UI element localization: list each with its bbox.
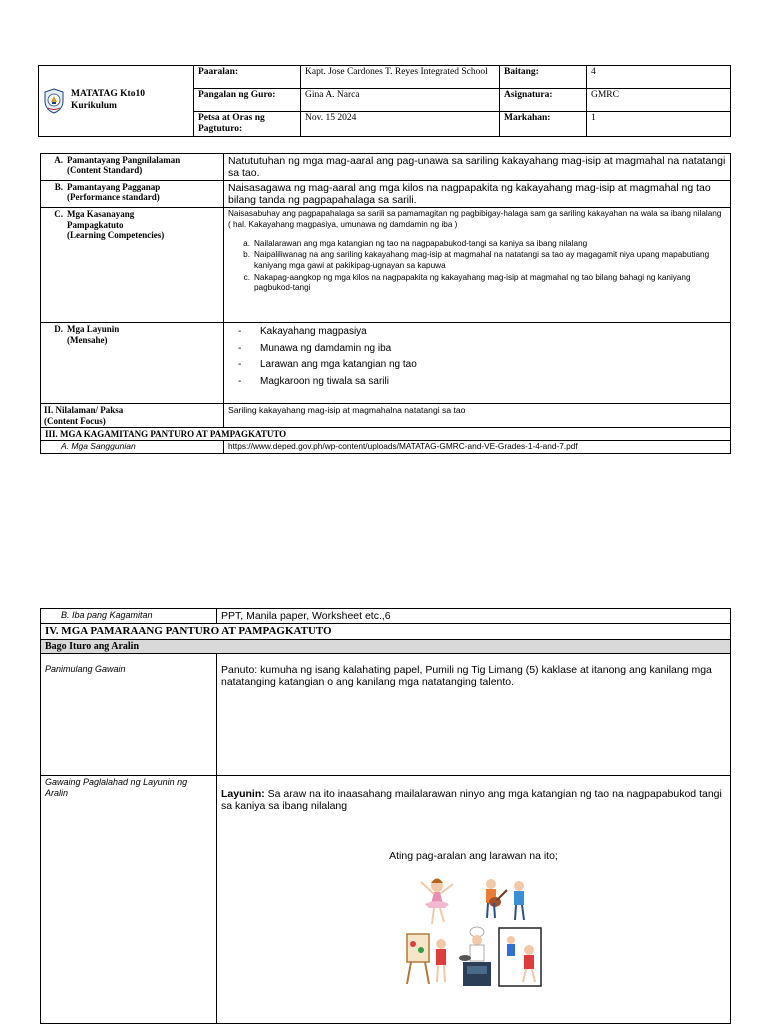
panimula-text: Panuto: kumuha ng isang kalahating papel, Pumili ng Tig Limang (5) kaklase at itanong ang kanilang mga natatanging katangian o ang kanilang mga natatanging talento.	[217, 654, 731, 776]
list-item: b. Naipaliliwanag na ang sariling kakayahang mag-isip at magmahal na natatangi sa tao ay magagamit niya upang mapabutiang kaniyang mga gawi at pakikipag-ugnayan sa kapuwa	[228, 250, 726, 271]
label-number: C.	[54, 209, 63, 220]
layunin-text: Kakayahang magpasiya	[260, 326, 367, 338]
sanggunian-label: A. Mga Sanggunian	[41, 441, 224, 454]
layunin-text: Larawan ang mga katangian ng tao	[260, 359, 417, 371]
brand-line2: Kurikulum	[71, 100, 117, 111]
logo-cell	[39, 66, 194, 137]
competency-text: Nailalarawan ang mga katangian ng tao na nagpapabukod-tangi sa kaniya sa ibang nilalang	[254, 238, 588, 248]
label-number: A.	[54, 155, 63, 165]
label-line: (Learning Competencies)	[67, 229, 165, 240]
asignatura-value: GMRC	[587, 89, 731, 112]
list-item: - Munawa ng damdamin ng iba	[238, 342, 392, 354]
list-item: c. Nakapag-aangkop ng mga kilos na nagpapakita ng kakayahang mag-isip at magmahal ng tao bilang bahagi ng kaniyang pagbukod-tangi	[228, 273, 726, 294]
nilalaman-label	[41, 404, 224, 428]
label-number: D.	[54, 324, 63, 335]
lower-table	[40, 608, 731, 1024]
image-caption: Ating pag-aralan ang larawan na ito;	[389, 850, 558, 863]
gawain-label: Gawaing Paglalahad ng Layunin ng Aralin	[41, 776, 217, 1024]
bago-heading: Bago Ituro ang Aralin	[41, 639, 731, 654]
label-line: Pampagkatuto	[67, 219, 124, 230]
header-table	[38, 65, 731, 137]
competency-intro: Naisasabuhay ang pagpapahalaga sa sarili sa pamamagitan ng pagbibigay-halaga sam ga sariling kakayahan na wala sa ibang nilalang ( hal. Kakayahang magpasiya, umunawa ng damdamin ng iba )	[228, 209, 722, 229]
competency-text: Nakapag-aangkop ng mga kilos na nagpapakita ng kakayahang mag-isip at magmahal ng tao bilang bahagi ng kaniyang pagbukod-tangi	[254, 272, 691, 293]
baitang-value: 4	[587, 66, 731, 89]
layunin-label	[41, 323, 224, 404]
markahan-label: Markahan:	[500, 112, 587, 137]
standards-table	[40, 153, 731, 454]
layunin-text: Magkaroon ng tiwala sa sarili	[260, 375, 389, 387]
learning-competencies-label	[41, 208, 224, 323]
reader-figure	[499, 928, 541, 986]
performance-standard-text: Naisasagawa ng mag-aaral ang mga kilos na nagpapakita ng kakayahang mag-isip at magmahal ng tao bilang tanda ng pagpapahalaga sa sarili.	[224, 181, 731, 208]
list-item: - Magkaroon ng tiwala sa sarili	[238, 375, 389, 387]
label-line: (Content Standard)	[67, 165, 143, 176]
asignatura-label: Asignatura:	[500, 89, 587, 112]
deped-seal-icon	[43, 88, 65, 114]
layunin-bold: Layunin:	[221, 788, 265, 801]
gawain-content	[217, 776, 731, 1024]
label-line: (Mensahe)	[67, 334, 108, 345]
label-line: Pamantayang Pagganap	[67, 182, 161, 193]
list-item: a. Nailalarawan ang mga katangian ng tao na nagpapabukod-tangi sa kaniya sa ibang nilalang	[243, 238, 588, 248]
list-item: - Larawan ang mga katangian ng tao	[238, 359, 417, 371]
painter-figure	[407, 934, 446, 984]
section-3-heading: III. MGA KAGAMITANG PANTURO AT PAMPAGKATUTO	[41, 427, 731, 440]
petsa-label: Petsa at Oras ng Pagtuturo:	[194, 112, 301, 137]
petsa-value: Nov. 15 2024	[301, 112, 500, 137]
label-number: B.	[54, 182, 63, 193]
baitang-label: Baitang:	[500, 66, 587, 89]
panimula-label: Panimulang Gawain	[41, 654, 217, 776]
layunin-content	[224, 323, 731, 404]
markahan-value: 1	[587, 112, 731, 137]
iba-value: PPT, Manila paper, Worksheet etc.,6	[217, 609, 731, 624]
nilalaman-content: Sariling kakayahang mag-isip at magmahalna natatangi sa tao	[224, 404, 731, 428]
paaralan-value: Kapt. Jose Cardones T. Reyes Integrated School	[301, 66, 500, 89]
label-line: Pamantayang Pangnilalaman	[67, 155, 181, 165]
label-line: II. Nilalaman/ Paksa	[44, 405, 124, 416]
musicians-figure	[486, 879, 524, 920]
label-line: Mga Layunin	[67, 324, 120, 335]
list-item: - Kakayahang magpasiya	[238, 326, 367, 338]
layunin-paragraph	[221, 788, 726, 812]
performance-standard-label	[41, 181, 224, 208]
label-line: Mga Kasanayang	[67, 209, 135, 220]
competency-text: Naipaliliwanag na ang sariling kakayahang mag-isip at magmahal na natatangi sa tao ay magagamit niya upang mapabutiang kaniyang mga gawi at pakikipag-ugnayan sa kapuwa	[254, 250, 710, 270]
label-line: (Content Focus)	[44, 415, 106, 426]
layunin-body: Sa araw na ito inaasahang mailalarawan ninyo ang mga katangian ng tao na nagpapabukod tangi sa kaniya sa ibang nilalang	[221, 788, 722, 813]
paaralan-label: Paaralan:	[194, 66, 301, 89]
layunin-text: Munawa ng damdamin ng iba	[260, 342, 392, 354]
content-standard-text: Natututuhan ng mga mag-aaral ang pag-unawa sa sariling kakayahang mag-isip at magmahal na natatangi sa tao.	[224, 154, 731, 181]
talents-collage-image	[399, 872, 549, 990]
content-standard-label	[41, 154, 224, 181]
chef-figure	[459, 927, 491, 986]
ballerina-figure	[421, 879, 453, 925]
iba-label: B. Iba pang Kagamitan	[41, 609, 217, 624]
section-4-heading: IV. MGA PAMARAANG PANTURO AT PAMPAGKATUTO	[41, 624, 731, 640]
label-line: (Performance standard)	[67, 192, 160, 203]
sanggunian-link[interactable]: https://www.deped.gov.ph/wp-content/uploads/MATATAG-GMRC-and-VE-Grades-1-4-and-7.pdf	[224, 441, 731, 454]
layunin-list	[228, 326, 726, 387]
brand-line1: MATATAG Kto10	[71, 89, 145, 100]
guro-label: Pangalan ng Guro:	[194, 89, 301, 112]
guro-value: Gina A. Narca	[301, 89, 500, 112]
competency-list	[228, 239, 726, 294]
learning-competencies-content	[224, 208, 731, 323]
